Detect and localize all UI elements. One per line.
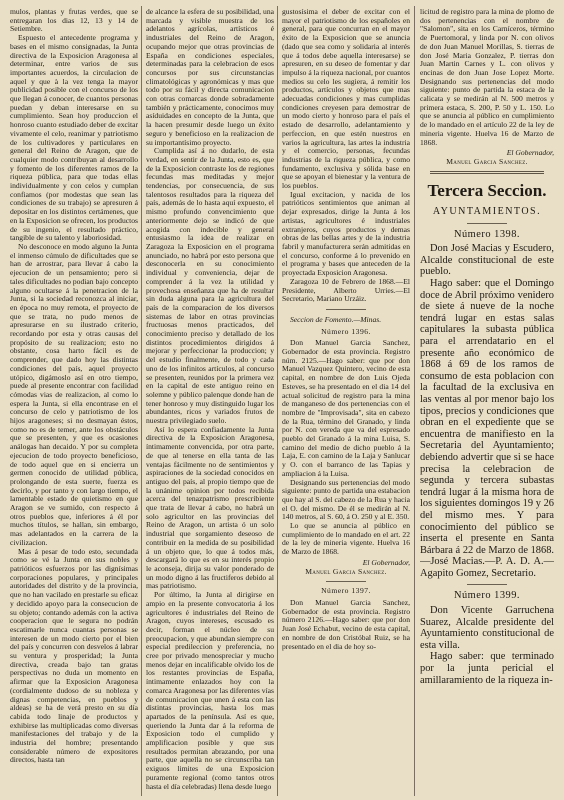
entry-number: Número 1399.: [453, 590, 521, 602]
paragraph: Espuesto el antecedente programa y bases en el mismo consignadas, la Junta directiva de la Exposicion Aragonesa al determinar, entre varios de sus importantes acuerdos, la circulacion de aquel y que à la vez tenga la mayor publicidad posible con el concurso de los que llegan á conocer, de cuantos personas puedan y deban interesarse en su cumplimiento. Sean hoy produccion el honroso cuanto estudiado deber de excitar vivamente el celo, reanimar y patriotismo de los cultivadores y particulares en general del Reino de Aragon, que de cualquier modo contribuyan al desarrollo y fomento de los diferentes ramos de la riqueza pública, para que todas ellas individualmente y con celos y cumplan confiamos (por modestas que sean las condiciones de su trabajo) se apresuren á depositar en los distintos certámenes, que en la Exposicion se ofrecen, los productos de su ingenio, el resultado práctico, tangible de su talento y laboriosidad.: [10, 33, 138, 243]
separator: [467, 584, 507, 585]
column-rule: [414, 6, 415, 796]
paragraph: Mas á pesar de todo esto, secundada como se vé la Junta en sus nobles y patrióticos esfuerzos por las dignísimas corporaciones populares, y principales autoridades del distrito y de la provincia, que no han vacilado en prestarle su eficaz y decidido apoyo para la consecucion de su objeto; contando además con la activa cooperacion que le segura no podrán escatimarle nunca cuantas personas se interesen de un modo cierto por el bien del país y concurren con desvelos á labrar su ventura y prosperidad; la Junta directiva, creada bajo tan gratas perspectivas no duda un momento en afirmar que la Exposicion Aragonesa (cordialmente dudoso de su nobleza y dignas competencias, en pueblos y aldeas) se ha de verá presto en su día cabida todo linaje de productos y exhibirse las multiplicadas como diversas manifestaciones del trabajo y de la industria del hombre; presentando considerable número de expositores directos, hasta tan: [10, 546, 138, 765]
paragraph: Así lo espera confiadamente la Junta directiva de la Exposicion Aragonesa, íntimamente convencida, por otra parte, de que al tenerse en ella tanta de las ventajas fácilmente no de sentimientos y aspiraciones de la sociedad conocidos en antiguo del país, al propio tiempo que de la unánime opinion por todos recibida acerca del tenazpatrismo prescribiente que trata de llevar á cabo, no habrá un solo agricultor en las provincias del Reino de Aragon, un artista ó un solo industrial que sorgamiento deseoso de contribuir en la medida de su posibilidad á un objeto que, lo que á todos más, descargará lo que es en su interés propio le aconseja, dirija su valor ponderado de un modo digno á las fructiferos debido al mas patriotismo.: [146, 424, 274, 591]
entry-text: Designando sus pertenencias del modo siguiente: punto de partida una estabacion que hay al S. del cabezo de la Rua y hacia el O. del mismo. De él se medirán al N. 140 metros, al S. 60, á O. 250 y al E. 350.: [282, 477, 410, 522]
paragraph: Cumplida así á no dudarlo, de esta verdad, en sentir de la Junta, esto es, que de la Exposicion contraste los de regiones fecundas mas meditadas y mejor tendencias, por consecuencia, de sus talentosos resultados para la riqueza del país, además de lo hasta aquí expuesto, el mismo profundo convencimiento que anteriormente dejo se indicó de que acogida con indecible y general entusiasmo la idea de realizar en Zaragoza la Exposicion en el programa anunciado, no habrá por esto persona que desconocerla en su conocimiento individual y conveniencia, dejar de comprender á la vez la utilidad y provechosa enseñanza que ha de resultar sin duda alguna para la agricultura del país de la comparacion de los diversos sistemas de labor en otras provincias fructuosas menos practicados, del conocimiento preciso y detallado de los distintos procedimientos dirigidos á mejorar y perfeccionar la produccion; y del estudio finalmente, de todo y cada uno de los infinitos artículos, al concurso se presenten, reunidos por la primera vez en la capital de este antiguo reino en solemne y público palenque donde han de tener honroso y muy distinguido lugar los abundantes, ricos y variados frutos de nuestra privilegiado suelo.: [146, 146, 274, 426]
signature-title: El Gobernador,: [506, 148, 554, 158]
column-3: [282, 8, 410, 796]
section-title: Seccion de Fomento.—Minas.: [290, 314, 382, 324]
entry-text: Don Vicente Garruchena Suarez, Alcalde presidente del Ayuntamiento constitucional de esta villa.: [420, 605, 554, 651]
entry-number: Número 1398.: [453, 228, 521, 240]
entry-number: Número 1396.: [321, 326, 371, 336]
entry-text: Lo que se anuncia al público en cumplimiento de lo mandado en el art. 22 de la ley de mineria vigente. Huelva 16 de Marzo de 1868.: [282, 521, 410, 557]
column-1: [10, 8, 138, 796]
entry-text: Don Manuel Garcia Sanchez, Gobernador de esta provincia. Registro número 2126.—Hago saber: que por don Juan José Echabut, vecino de esta capital, en nombre de don Cristóbal Ruiz, se ha presentado en el dia de hoy so-: [282, 598, 410, 651]
column-4: [420, 8, 554, 796]
signature-line: Zaragoza 10 de Febrero de 1868.—El Presidente, Alberto Urries.—El Secretario, Mariano Urzáiz.: [282, 276, 410, 304]
column-2: [146, 8, 274, 796]
entry-text: Don José Macias y Escudero, Alcalde constitucional de este pueblo.: [420, 243, 554, 278]
paragraph: de alcance la esfera de su posibilidad, una marcada y visible muestra de los adelantos agrícolas, artísticos é industriales del Reino de Aragon, ocupando mejor que otras provincias de España en condiciones especiales, determinadas para la celebracion de esos concursos por sus circunstancias climatológicas y agronómicas y mas que todo por su fácil y directa comunicacion con otras comarcas donde sobradamente también y prácticamente, conocimos muy asíduidades en concepto de la Junta, que la hacen presumir desde luego un éxito seguro y beneficioso en la realizacion de su importantísimo proyecto.: [146, 8, 274, 147]
signature-name: Manuel Garcia Sanchez.: [446, 156, 528, 166]
paragraph: No desconoce en modo alguno la Junta el inmenso cúmulo de dificultades que se han de arrostrar, para llevar á cabo la ejecucion de un pensamiento; pero si tales dificultades no podian bajo concepto alguno ocultarse á la penetracion de la Junta, si la sociedad reconozca al iniciar, en época no muy remota, el proyecto de que se trata, no pudo menos de apresurarse en su ilustrado criterio, recordando por esta y otras causas del propósito de su realizacion; esto no obstante, cosa harto fácil es de comprender, que dado hoy las distintas condiciones del país, aquel proyecto utópico, digámoslo así en otro tiempo, puede al presente encontrar con facilidad cómodas vias de realizacion, al como lo espera la Junta, si ella encontrase en el concurso de celo y patriotismo de los hijos aragoneses; si no desmayan éstos, como no es de temer, ante los obstáculos que se presenten, y que es ocasiones análogas han decaido. Y por su completa ejecucion de todo proyecto beneficioso, de todo aquel que en si encierra un germen conocido de utilidad pública, prolongando de esta suerte, fuerza es decirlo, y por tanto y con largo tiempo, el lamentable estado de quietismo en que Aragon se ve sumido, con respecto á otros pueblos que, inferiores á él por muchos títulos, se hallan, sin embargo, mas adelantados en la carrera de la civilizacion.: [10, 241, 138, 547]
entry-text: Hago saber: que terminado por la junta pericial el amillaramiento de la riqueza in-: [420, 651, 554, 686]
signature-name: Manuel Garcia Sanchez.: [305, 566, 387, 576]
entry-number: Número 1397.: [321, 586, 371, 596]
entry-text: Hago saber: que el Domingo doce de Abril próximo venidero de siete á nueve de la noche tendrá lugar en estas salas capitulares la subasta pública para el arrendatario en el presente año económico de 1868 á 69 de los ramos de consumo de esta poblacion con la facultad de la exclusiva en las ventas al por menor bajo los tipos, precios y condiciones que obran en el expediente que se encuentra de manifiesto en la Secretaria del Ayuntamiento; debiendo advertir que si se hace precisa la celebracion de segunda y tercera subastas tendrá lugar á la misma hora de los siguientes domingos 19 y 26 del mismo mes. Y para conocimiento del público se inserta el presente en Santa Bárbara á 22 de Marzo de 1868.—José Macias.—P. A. D. A.—Agapito Gomez, Secretario.: [420, 278, 554, 579]
separator: [326, 309, 366, 310]
paragraph: mulos, plantas y frutas verdes, que se entregaran los dias 12, 13 y 14 de Setiembre.: [10, 8, 138, 34]
signature-title: El Gobernador,: [362, 557, 410, 567]
column-rule: [141, 6, 142, 796]
paragraph: Igual excitacion, y nacida de los patrióticos sentimientos que animan al dejar expresados, dirige la Junta á los artistas, agricultores é industriales extranjeros, cuyos productos y demas obras de las bellas artes y de la industria fabril y manufacturera serán admitidas en el concurso, conforme á lo prevenido en el programa y bases que anteceden de la proyectada Exposicion Aragonesa.: [282, 189, 410, 278]
entry-text: Don Manuel Garcia Sanchez, Gobernador de esta provincia. Registro núm. 2125.—Hago saber: que por don Manuel Vazquez Quintero, vecino de esta capital, en nombre de don Luis Ojeda Esteves, se ha presentado en el dia 14 del actual solicitud de registro para la mina de manganeso de dos pertenencias con el nombre de "Improvisada", sita en cabezo de la Rua, término del Granado, y linda por N. con vereda que va del espresado pueblo del Granado á la mina Luisa, S. camino del medio de dicho pueblo á la Laja, E. con camino de la Laja y Sanlucar y O. con el barranco de las Tapias y ampliacion á la Luisa.: [282, 338, 410, 478]
section-heading: Tercera Seccion.: [427, 180, 547, 200]
paragraph: Por último, la Junta al dirigirse en ampio en la presente convocatoria á los agricultores é industriales del Reino de Aragon, cuyos intereses, escusado es decir, forman el núcleo de su preocupacion, y que abundan siempre con especial predileccion y preferencia, no cree por privado menospreciar y mucho menos dejar en incalificable olvido los de los restantes provincias de España, íntimamente enlazados hoy con la comarca Aragonesa por las diferentes vías de comunicacion que unen á esta con las distintas provincias, hasta los mas apartados de la península. Así es que, queriendo la Junta dar á la reforma de Exposicion todo el cumplido y amplificacion posible y que sus resultados permitan abrazando, por una parte, que aquella no se circunscriba tan exiguos limites de una Exposicion puramente regional (como tantos otros hasta el día celebradas) llena desde luego: [146, 590, 274, 791]
subheading: AYUNTAMIENTOS.: [432, 205, 542, 217]
column-rule: [277, 6, 278, 796]
separator: [467, 223, 507, 224]
entry-1398: [420, 229, 554, 687]
separator: [326, 581, 366, 582]
entry-text: licitud de registro para la mina de plomo de dos pertenencias con el nombre de "Salomon", sita en los Carníceros, término de Puertomoral, y linda por N. con olivos de don Juan Manuel Morillas, S. tierras de don José Maria Gonzalez, P. tierras don Juan Martin Carnes y L. con olivos y encinas de don Juan Jose Lopez Morte. Designando sus pertenencias del modo siguiente: punto de partida la estaca de la calicata y se medirán al N. 500 metros y primera estaca, S. 200, P. 50 y L. 150. Lo que se anuncia al público en cumplimiento de lo mandado en el artículo 22 de la ley de mineria vigente. Huelva 16 de Marzo de 1868.: [420, 8, 554, 147]
paragraph: gustosísima el deber de excitar con el mayor el patriotismo de los españoles en general, para que concurran en el mayor éxito de la Exposicion que se anuncia (dado que sea como y solidaria al interés que á todos debe aquella interesarse) se apresuren, en su deseo de fomentar y dar impulso á la riqueza nacional, por cuantos medios su celo les sugiera, á remitir los productos, artículos y objetos que mas adecuadas condiciones y mas cumplidas condiciones creyesen para demostrar de un modo cierto y honroso para el país el estado de desarrollo, adelantamiento y perfeccion, en que estén nuestros en varios la agricultura, las artes la industria y el comercio, personas, fecundas industrias de la riqueza pública, y como fundamento, exclusiva y sólida base en que se apoyan el bienestar y la ventura de los pueblos.: [282, 8, 410, 191]
separator: [430, 171, 544, 174]
